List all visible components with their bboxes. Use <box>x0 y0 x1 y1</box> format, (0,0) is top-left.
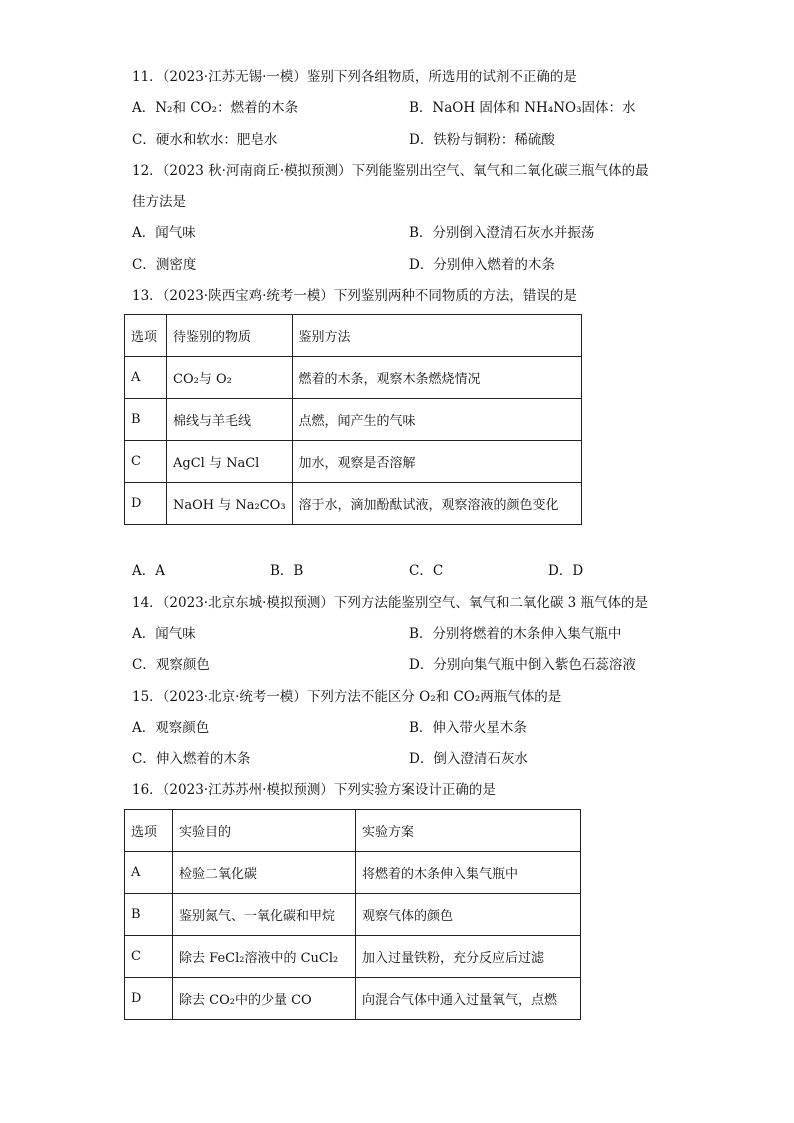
option-d[interactable]: D．分别向集气瓶中倒入紫色石蕊溶液 <box>409 657 636 674</box>
table-cell: 观察气体的颜色 <box>356 893 581 935</box>
table-cell: 点燃，闻产生的气味 <box>292 399 581 441</box>
table-cell: NaOH 与 Na₂CO₃ <box>167 483 293 525</box>
option-c[interactable]: C．C <box>409 563 444 580</box>
question-12 <box>132 156 672 281</box>
table-header-cell: 选项 <box>125 315 167 357</box>
table-cell: A <box>125 357 167 399</box>
option-d[interactable]: D．D <box>548 563 584 580</box>
question-page <box>132 62 672 1020</box>
options-row <box>132 650 672 681</box>
option-c[interactable]: C．硬水和软水：肥皂水 <box>132 131 278 148</box>
table-header-row <box>125 315 582 357</box>
option-b[interactable]: B．分别将燃着的木条伸入集气瓶中 <box>409 625 622 642</box>
table-cell: 鉴别氮气、一氧化碳和甲烷 <box>173 893 356 935</box>
spacer <box>132 525 672 556</box>
option-c[interactable]: C．测密度 <box>132 256 197 273</box>
question-stem: 12．（2023 秋·河南商丘·模拟预测）下列能鉴别出空气、氧气和二氧化碳三瓶气体的最 <box>132 162 649 179</box>
table-row <box>125 977 581 1019</box>
question-stem: 13．（2023·陕西宝鸡·统考一模）下列鉴别两种不同物质的方法，错误的是 <box>132 288 577 305</box>
table-header-row <box>125 809 581 851</box>
options-row <box>132 218 672 249</box>
options-row <box>132 713 672 744</box>
table-row <box>125 893 581 935</box>
table-cell: 检验二氧化碳 <box>173 851 356 893</box>
question-stem-continued: 佳方法是 <box>132 194 186 211</box>
options-row <box>132 93 672 124</box>
question-stem: 16．（2023·江苏苏州·模拟预测）下列实验方案设计正确的是 <box>132 782 496 799</box>
table-row <box>125 851 581 893</box>
options-row <box>132 619 672 650</box>
option-b[interactable]: B．B <box>270 563 304 580</box>
table-header-cell: 实验目的 <box>173 809 356 851</box>
table-cell: AgCl 与 NaCl <box>167 441 293 483</box>
table-cell: D <box>125 483 167 525</box>
question-13 <box>132 281 672 588</box>
table-cell: 向混合气体中通入过量氧气，点燃 <box>356 977 581 1019</box>
question-15 <box>132 682 672 776</box>
option-b[interactable]: B．伸入带火星木条 <box>409 719 527 736</box>
option-d[interactable]: D．倒入澄清石灰水 <box>409 751 528 768</box>
table-header-cell: 鉴别方法 <box>292 315 581 357</box>
table-cell: 加水，观察是否溶解 <box>292 441 581 483</box>
option-b[interactable]: B．分别倒入澄清石灰水并振荡 <box>409 225 595 242</box>
table-row <box>125 935 581 977</box>
option-a[interactable]: A．闻气味 <box>132 225 196 242</box>
table-cell: 除去 CO₂中的少量 CO <box>173 977 356 1019</box>
question-14 <box>132 588 672 682</box>
experiment-table <box>124 809 581 1020</box>
option-d[interactable]: D．铁粉与铜粉：稀硫酸 <box>409 131 555 148</box>
table-cell: 燃着的木条，观察木条燃烧情况 <box>292 357 581 399</box>
table-cell: 除去 FeCl₂溶液中的 CuCl₂ <box>173 935 356 977</box>
option-d[interactable]: D．分别伸入燃着的木条 <box>409 256 555 273</box>
question-stem: 11．（2023·江苏无锡·一模）鉴别下列各组物质，所选用的试剂不正确的是 <box>132 69 577 85</box>
options-row <box>132 250 672 281</box>
table-row <box>125 483 582 525</box>
options-row <box>132 556 672 587</box>
table-header-cell: 待鉴别的物质 <box>167 315 293 357</box>
table-header-cell: 实验方案 <box>356 809 581 851</box>
table-cell: B <box>125 399 167 441</box>
table-header-cell: 选项 <box>125 809 173 851</box>
table-cell: C <box>125 935 173 977</box>
table-cell: CO₂与 O₂ <box>167 357 293 399</box>
identification-table <box>124 314 582 525</box>
option-a[interactable]: A．N₂和 CO₂：燃着的木条 <box>132 100 299 117</box>
table-cell: 将燃着的木条伸入集气瓶中 <box>356 851 581 893</box>
table-row <box>125 441 582 483</box>
question-16 <box>132 775 672 1019</box>
table-row <box>125 399 582 441</box>
table-cell: C <box>125 441 167 483</box>
option-c[interactable]: C．伸入燃着的木条 <box>132 751 251 768</box>
table-cell: 棉线与羊毛线 <box>167 399 293 441</box>
table-cell: D <box>125 977 173 1019</box>
table-cell: 溶于水，滴加酚酞试液，观察溶液的颜色变化 <box>292 483 581 525</box>
option-b[interactable]: B．NaOH 固体和 NH₄NO₃固体：水 <box>409 100 636 117</box>
option-c[interactable]: C．观察颜色 <box>132 657 210 674</box>
option-a[interactable]: A．A <box>132 563 165 580</box>
options-row <box>132 744 672 775</box>
table-cell: B <box>125 893 173 935</box>
option-a[interactable]: A．观察颜色 <box>132 719 210 736</box>
table-cell: 加入过量铁粉，充分反应后过滤 <box>356 935 581 977</box>
options-row <box>132 125 672 156</box>
option-a[interactable]: A．闻气味 <box>132 625 196 642</box>
question-11 <box>132 62 672 156</box>
table-cell: A <box>125 851 173 893</box>
question-stem: 14．（2023·北京东城·模拟预测）下列方法能鉴别空气、氧气和二氧化碳 3 瓶气体的是 <box>132 594 649 611</box>
question-stem: 15．（2023·北京·统考一模）下列方法不能区分 O₂和 CO₂两瓶气体的是 <box>132 688 562 705</box>
table-row <box>125 357 582 399</box>
